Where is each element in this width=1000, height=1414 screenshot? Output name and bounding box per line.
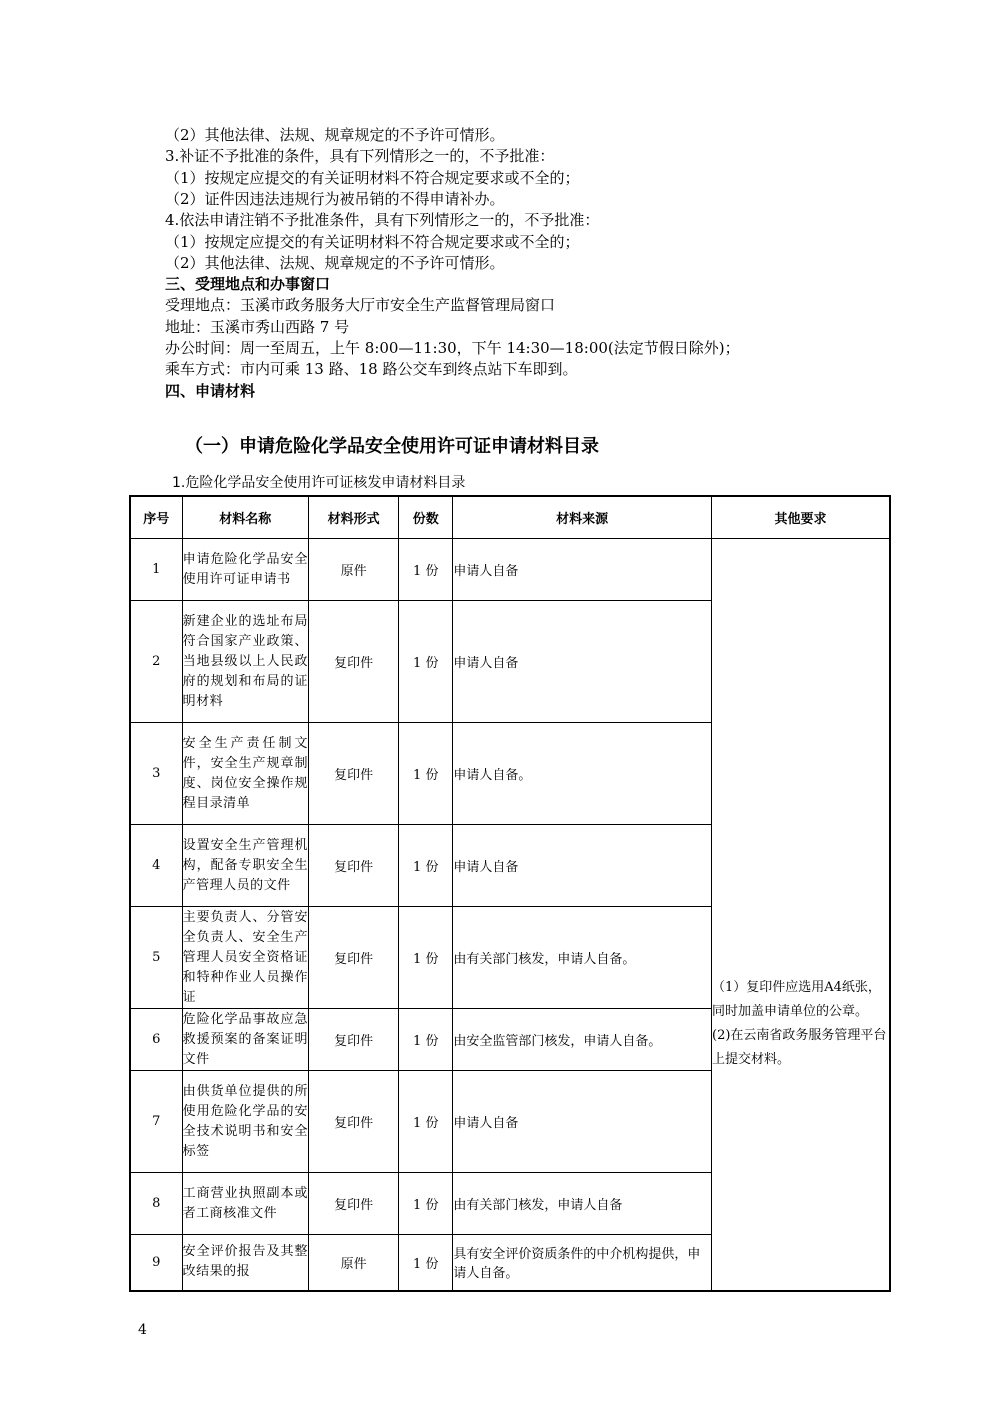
row-source: 具有安全评价资质条件的中介机构提供，申请人自备。	[453, 1235, 712, 1291]
row-name: 设置安全生产管理机构，配备专职安全生产管理人员的文件	[182, 825, 308, 907]
row-num: 5	[130, 907, 182, 1009]
intro-line: 3.补证不予批准的条件，具有下列情形之一的，不予批准：	[165, 147, 555, 166]
row-copies: 1 份	[399, 539, 453, 601]
intro-line: （2）证件因违法违规行为被吊销的不得申请补办。	[165, 189, 505, 208]
row-source: 申请人自备	[453, 1071, 712, 1173]
table-row	[130, 539, 890, 601]
row-copies: 1 份	[399, 723, 453, 825]
row-copies: 1 份	[399, 1173, 453, 1235]
row-source: 由有关部门核发，申请人自备。	[453, 907, 712, 1009]
section-heading: 四、申请材料	[165, 381, 256, 400]
row-copies: 1 份	[399, 1071, 453, 1173]
row-name: 工商营业执照副本或者工商核准文件	[182, 1173, 308, 1235]
header-other: 其他要求	[712, 496, 891, 539]
intro-line: （1）按规定应提交的有关证明材料不符合规定要求或不全的；	[165, 232, 580, 251]
row-form: 复印件	[308, 601, 398, 723]
row-num: 6	[130, 1009, 182, 1071]
other-requirements-cell	[712, 539, 891, 1291]
row-num: 3	[130, 723, 182, 825]
row-name: 由供货单位提供的所使用危险化学品的安全技术说明书和安全标签	[182, 1071, 308, 1173]
intro-line: 办公时间：周一至周五，上午 8:00—11:30，下午 14:30—18:00(法定节假日除外)；	[165, 339, 740, 357]
intro-line: 4.依法申请注销不予批准条件，具有下列情形之一的，不予批准：	[165, 211, 600, 230]
row-name: 申请危险化学品安全使用许可证申请书	[182, 539, 308, 601]
page-number: 4	[138, 1322, 147, 1338]
row-form: 复印件	[308, 723, 398, 825]
row-source: 申请人自备	[453, 601, 712, 723]
row-source: 由安全监管部门核发，申请人自备。	[453, 1009, 712, 1071]
section-title: （一）申请危险化学品安全使用许可证申请材料目录	[185, 436, 599, 457]
header-form: 材料形式	[308, 496, 398, 539]
row-num: 1	[130, 539, 182, 601]
row-source: 由有关部门核发，申请人自备	[453, 1173, 712, 1235]
row-source: 申请人自备。	[453, 723, 712, 825]
row-copies: 1 份	[399, 825, 453, 907]
row-copies: 1 份	[399, 1235, 453, 1291]
section-heading: 三、受理地点和办事窗口	[165, 275, 331, 294]
other-requirement-1: （1）复印件应选用A4纸张，同时加盖申请单位的公章。	[712, 980, 881, 1020]
row-source: 申请人自备	[453, 539, 712, 601]
row-num: 2	[130, 601, 182, 723]
intro-line: 地址：玉溪市秀山西路 7 号	[165, 317, 350, 336]
row-name: 主要负责人、分管安全负责人、安全生产管理人员安全资格证和特种作业人员操作证	[182, 907, 308, 1009]
row-form: 复印件	[308, 1173, 398, 1235]
table-header-row	[130, 496, 890, 539]
intro-line: 受理地点：玉溪市政务服务大厅市安全生产监督管理局窗口	[165, 296, 556, 315]
row-source: 申请人自备	[453, 825, 712, 907]
row-copies: 1 份	[399, 907, 453, 1009]
row-form: 复印件	[308, 1009, 398, 1071]
intro-line: （2）其他法律、法规、规章规定的不予许可情形。	[165, 126, 505, 144]
table-caption: 1.危险化学品安全使用许可证核发申请材料目录	[172, 475, 466, 491]
row-copies: 1 份	[399, 1009, 453, 1071]
row-name: 危险化学品事故应急救援预案的备案证明文件	[182, 1009, 308, 1071]
header-source: 材料来源	[453, 496, 712, 539]
row-form: 原件	[308, 1235, 398, 1291]
header-num: 序号	[130, 496, 182, 539]
row-form: 复印件	[308, 1071, 398, 1173]
header-copies: 份数	[399, 496, 453, 539]
intro-line: （2）其他法律、法规、规章规定的不予许可情形。	[165, 253, 505, 272]
row-form: 复印件	[308, 907, 398, 1009]
row-name: 安全评价报告及其整改结果的报	[182, 1235, 308, 1291]
row-num: 7	[130, 1071, 182, 1173]
intro-line: （1）按规定应提交的有关证明材料不符合规定要求或不全的；	[165, 168, 580, 187]
intro-line: 乘车方式：市内可乘 13 路、18 路公交车到终点站下车即到。	[165, 360, 578, 379]
row-form: 原件	[308, 539, 398, 601]
row-num: 9	[130, 1235, 182, 1291]
other-requirement-2: (2)在云南省政务服务管理平台上提交材料。	[712, 1028, 887, 1068]
materials-table	[129, 495, 891, 1292]
row-form: 复印件	[308, 825, 398, 907]
row-num: 4	[130, 825, 182, 907]
row-copies: 1 份	[399, 601, 453, 723]
row-name: 新建企业的选址布局符合国家产业政策、当地县级以上人民政府的规划和布局的证明材料	[182, 601, 308, 723]
row-name: 安全生产责任制文件，安全生产规章制度、岗位安全操作规程目录清单	[182, 723, 308, 825]
row-num: 8	[130, 1173, 182, 1235]
header-name: 材料名称	[182, 496, 308, 539]
